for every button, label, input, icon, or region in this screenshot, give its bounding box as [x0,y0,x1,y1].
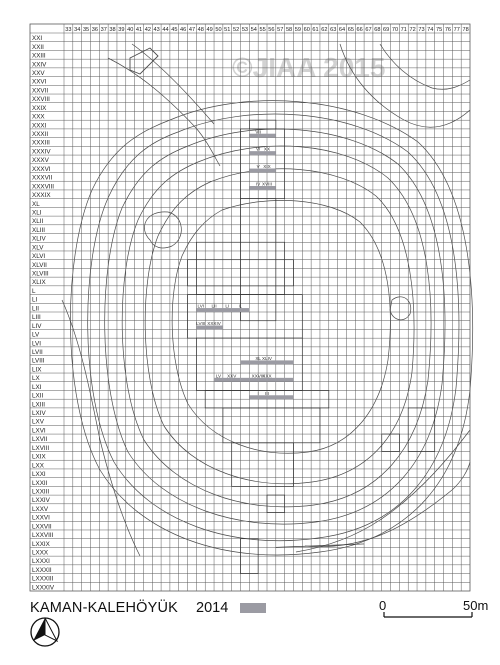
column-label: 77 [453,27,460,33]
row-label: XXXII [32,131,49,139]
trench-label: XXVIII [251,373,265,379]
row-label: LXXIX [32,540,50,548]
row-label: LXV [32,418,44,426]
trench-label: I [257,390,259,396]
column-label: 33 [65,27,72,33]
row-label: LXXII [32,479,48,487]
column-label: 55 [259,27,266,33]
row-label: LXXI [32,471,46,479]
row-label: XLIII [32,226,45,234]
row-label: LXXVIII [32,532,54,540]
row-label: XLII [32,218,44,226]
trench-label: V [256,164,260,170]
row-label: XXXV [32,157,49,165]
column-label: 47 [188,27,196,33]
row-label: XLIX [32,279,46,287]
row-label: LIX [32,366,42,374]
row-label: LXXVII [32,523,52,531]
row-label: LIV [32,322,42,330]
row-label: LXXVI [32,514,50,522]
column-label: 39 [118,27,125,33]
row-label: XXXVII [32,174,53,182]
column-label: 65 [347,27,354,33]
column-label: 36 [91,27,99,33]
row-label: LXIII [32,401,45,409]
column-label: 72 [409,27,416,33]
column-label: 40 [127,27,134,33]
row-label: LIII [32,314,41,322]
column-label: 74 [427,27,434,33]
row-label: XLVIII [32,270,49,278]
row-label: LXXIII [32,488,50,496]
row-label: LXVI [32,427,46,435]
row-label: LI [32,296,38,304]
column-label: 78 [462,27,469,33]
column-label: 63 [330,27,337,33]
column-label: 37 [100,27,107,33]
column-label: 71 [400,27,407,33]
row-label: LX [32,375,40,383]
row-label: LXXX [32,549,49,557]
row-label: XXVI [32,78,47,86]
column-label: 48 [197,27,204,33]
trench-outline [188,295,303,339]
trench-label: L [239,303,242,309]
excavated-2014-strip [241,360,294,364]
excavated-2014-strip [249,134,275,138]
row-label: LXXXII [32,566,52,574]
excavated-2014-strip [249,169,275,173]
column-label: 76 [444,27,452,33]
column-label: 73 [418,27,425,33]
trench-label: XL [255,355,261,361]
row-label: LVI [32,340,41,348]
column-label: 53 [241,27,249,33]
column-label: 61 [312,27,319,33]
trench-label: XXV [227,373,237,379]
column-label: 69 [383,27,390,33]
row-label: XLVI [32,253,46,261]
row-label: XXXIV [32,148,51,156]
excavated-2014-strip [249,186,275,190]
column-label: 44 [162,27,169,33]
trench-label: LI [225,303,230,309]
row-label: XXXI [32,122,47,130]
row-label: LXXXIII [32,575,54,583]
trench-label: IV [256,181,261,187]
column-label: 34 [74,27,81,33]
row-label: XXXIII [32,139,50,147]
row-label: LVIII [32,357,45,365]
excavated-2014-strip [196,326,222,330]
row-label: XXX [32,113,45,121]
row-label: XL [32,200,40,208]
row-label: LV [32,331,40,339]
trench-label: LVIII [196,321,206,327]
row-label: XXXIX [32,192,51,200]
trench-label: XXXIV [207,321,221,327]
column-label: 50 [215,27,222,33]
watermark-text: ©JIAA 2015 [232,52,386,83]
excavated-2014-strip [214,378,293,382]
column-label: 42 [144,27,151,33]
row-label: LII [32,305,40,313]
trench-label: III [265,390,269,396]
row-label: XLIV [32,235,46,243]
column-label: 66 [356,27,363,33]
contour-lines [62,44,473,556]
trench-label: XVIII [262,181,272,187]
row-label: LXXXI [32,558,50,566]
row-label: XXXVIII [32,183,55,191]
column-label: 70 [391,27,399,33]
trench-label: LV [215,373,222,379]
column-label: 38 [109,27,116,33]
column-label: 52 [232,27,240,33]
row-label: XLI [32,209,42,217]
row-label: LXIV [32,410,46,418]
scale-start-label: 0 [379,598,387,613]
trench-label: LVI [197,303,205,309]
north-arrow-icon [31,618,59,646]
trench-label: XIX [263,164,271,170]
row-label: XXIX [32,104,47,112]
column-label: 46 [180,27,187,33]
trench-label: VI [256,146,261,152]
row-label: XXXVI [32,165,51,173]
row-label: LXVIII [32,444,50,452]
excavated-2014-strip [249,395,293,399]
row-label: LXX [32,462,44,470]
column-label: 59 [294,27,302,33]
row-label: LXXXIV [32,584,55,592]
row-label: LXXIV [32,497,50,505]
excavated-2014-strip [249,151,275,155]
row-label: XXVII [32,87,49,95]
trench-outline [249,120,275,129]
row-label: LXI [32,383,42,391]
row-label: XXII [32,43,44,51]
column-label: 64 [338,27,346,33]
trench-label: XLIV [262,355,272,361]
trench-outline [232,443,294,487]
column-label: 56 [268,27,275,33]
trench-outline [408,408,434,452]
column-label: 51 [224,27,231,33]
column-label: 57 [277,27,284,33]
row-labels [32,35,55,591]
row-label: XLVII [32,261,47,269]
row-label: XXIII [32,52,46,60]
column-label: 60 [303,27,310,33]
excavated-2014-strip [196,308,249,312]
row-label: XXVIII [32,96,50,104]
row-label: XXV [32,69,45,77]
column-label: 49 [206,27,213,33]
trench-label: LII [211,303,217,309]
column-label: 41 [135,27,143,33]
column-label: 43 [153,27,160,33]
row-label: LXIX [32,453,46,461]
trench-label: XX [263,146,271,152]
row-label: LVII [32,348,43,356]
excavated-area-swatch [240,603,266,613]
column-label: 68 [374,27,381,33]
column-label: 35 [82,27,90,33]
site-title: KAMAN-KALEHÖYÜK [30,600,179,616]
row-label: XXIV [32,61,47,69]
column-label: 75 [435,27,443,33]
row-label: LXVII [32,436,48,444]
trench-label: XXX [262,373,272,379]
scale-end-label: 50m [463,598,489,613]
column-label: 62 [321,27,328,33]
survey-grid [30,24,470,591]
column-label: 67 [365,27,372,33]
row-label: L [32,287,36,295]
row-label: XXI [32,35,43,43]
trench-label: VII [255,129,261,135]
column-label: 58 [285,27,293,33]
excavated-2014-areas [196,134,293,399]
row-label: LXXV [32,505,49,513]
column-label: 54 [250,27,257,33]
column-label: 45 [171,27,178,33]
row-label: XLV [32,244,44,252]
legend-year: 2014 [196,600,229,616]
row-label: LXII [32,392,44,400]
scale-bar [384,612,472,617]
